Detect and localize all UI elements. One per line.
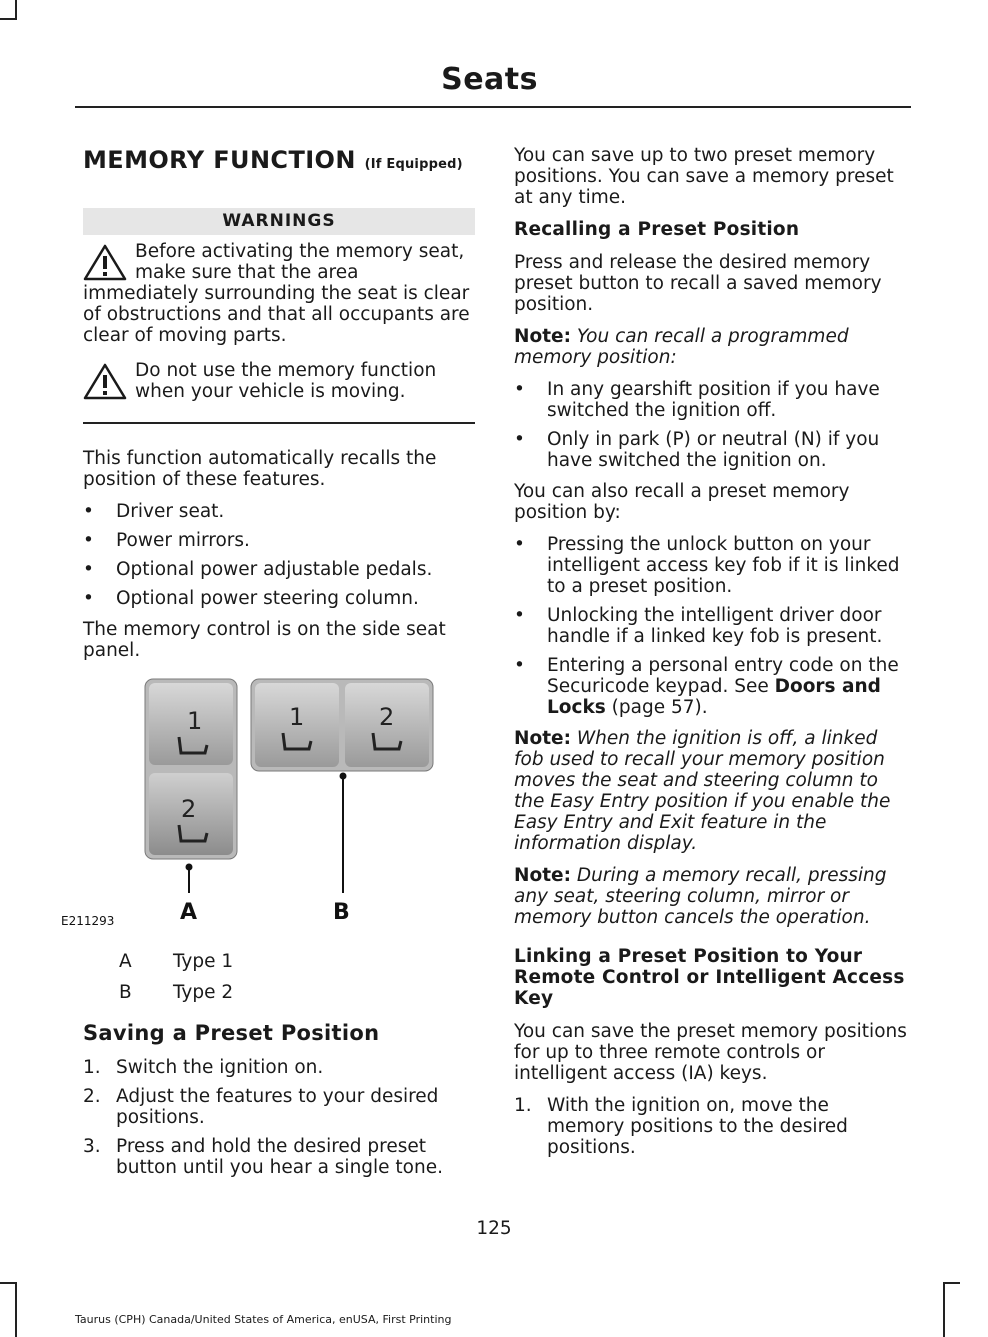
type1-panel <box>145 679 237 859</box>
note-paragraph: Note: You can recall a programmed memory position: <box>514 326 849 368</box>
print-info: Taurus (CPH) Canada/United States of America, enUSA, First Printing <box>75 1313 452 1326</box>
section-title: Seats <box>441 62 538 97</box>
list-item: • Only in park (P) or neutral (N) if you have switched the ignition on. <box>514 429 910 471</box>
crop-mark <box>15 1282 17 1337</box>
saving-steps <box>83 1057 475 1178</box>
linking-body-text: You can save the preset memory positions for up to three remote controls or intelligent access (IA) keys. <box>514 1021 907 1084</box>
legend-value: Type 1 <box>173 951 234 972</box>
legend-key: A <box>119 951 132 972</box>
list-item: • Unlocking the intelligent driver door handle if a linked key fob is present. <box>514 605 910 647</box>
crop-mark <box>943 1282 960 1284</box>
legend-key: B <box>119 982 132 1003</box>
also-recall-text: You can also recall a preset memory position by: <box>514 481 850 523</box>
note-label: Note: <box>514 326 571 347</box>
saving-heading: Saving a Preset Position <box>83 1021 380 1045</box>
figure-legend <box>119 951 475 1003</box>
control-location-text: The memory control is on the side seat panel. <box>83 619 446 661</box>
section-divider <box>83 422 475 424</box>
list-item: 3. Press and hold the desired preset button until you hear a single tone. <box>83 1136 443 1178</box>
crop-mark <box>0 18 17 20</box>
warning-block <box>83 241 475 346</box>
list-item: • Power mirrors. <box>83 530 475 551</box>
crop-mark <box>15 0 17 20</box>
list-item: • Optional power steering column. <box>83 588 475 609</box>
list-item: • In any gearshift position if you have switched the ignition off. <box>514 379 910 421</box>
memory-buttons-illustration <box>61 679 475 939</box>
list-item: • Optional power adjustable pedals. <box>83 559 475 580</box>
doors-and-locks-link[interactable]: Doors and Locks <box>547 676 881 718</box>
crop-mark <box>943 1282 945 1337</box>
list-item: 1. Switch the ignition on. <box>83 1057 324 1078</box>
warnings-label: WARNINGS <box>83 208 475 235</box>
legend-value: Type 2 <box>173 982 234 1003</box>
memory-buttons-figure <box>61 679 475 939</box>
recall-heading: Recalling a Preset Position <box>514 219 800 240</box>
warning-triangle-icon <box>83 243 127 281</box>
page-number: 125 <box>476 1218 512 1239</box>
right-column <box>514 145 910 1166</box>
svg-text:E211293: E211293 <box>61 914 115 928</box>
save-info-text: You can save up to two preset memory positions. You can save a memory preset at any time. <box>514 145 894 208</box>
svg-text:2: 2 <box>181 795 197 823</box>
svg-text:B: B <box>333 900 350 925</box>
warning-triangle-icon <box>83 362 127 400</box>
note-label: Note: <box>514 865 571 886</box>
warning-block <box>83 360 475 402</box>
note-label: Note: <box>514 728 571 749</box>
warning-text: Do not use the memory function when your vehicle is moving. <box>135 360 437 402</box>
warning-text: Before activating the memory seat, make sure that the area immediately surrounding the seat is clear of obstructions and that all occupants are clear of moving parts. <box>83 241 470 346</box>
list-item: 2. Adjust the features to your desired positions. <box>83 1086 439 1128</box>
recall-body-text: Press and release the desired memory preset button to recall a saved memory position. <box>514 252 882 315</box>
list-item: • Driver seat. <box>83 501 475 522</box>
recall-conditions <box>514 379 910 471</box>
linking-heading: Linking a Preset Position to Your Remote Control or Intelligent Access Key <box>514 946 905 1009</box>
left-column <box>61 145 475 1186</box>
svg-text:1: 1 <box>187 707 203 735</box>
list-item: • Entering a personal entry code on the Securicode keypad. See Doors and Locks (page 57). <box>514 655 910 718</box>
header-rule <box>75 106 911 108</box>
svg-text:1: 1 <box>289 703 305 731</box>
crop-mark <box>0 1282 17 1284</box>
svg-text:2: 2 <box>379 703 395 731</box>
recall-methods <box>514 534 910 718</box>
page-heading <box>83 145 475 180</box>
feature-list <box>83 501 475 609</box>
intro-text: This function automatically recalls the position of these features. <box>83 448 437 490</box>
list-item: • Pressing the unlock button on your intelligent access key fob if it is linked to a preset position. <box>514 534 910 597</box>
list-item: 1. With the ignition on, move the memory positions to the desired positions. <box>514 1095 848 1158</box>
heading-qualifier: (If Equipped) <box>364 157 463 172</box>
note-paragraph: Note: During a memory recall, pressing any seat, steering column, mirror or memory button cancels the operation. <box>514 865 887 928</box>
note-paragraph: Note: When the ignition is off, a linked fob used to recall your memory position moves the seat and steering column to the Easy Entry position if you enable the Easy Entry and Exit feature in the information display. <box>514 728 891 854</box>
svg-text:A: A <box>180 900 198 925</box>
type2-panel <box>251 679 433 771</box>
heading-main: MEMORY FUNCTION <box>83 146 356 174</box>
linking-steps <box>514 1095 910 1158</box>
